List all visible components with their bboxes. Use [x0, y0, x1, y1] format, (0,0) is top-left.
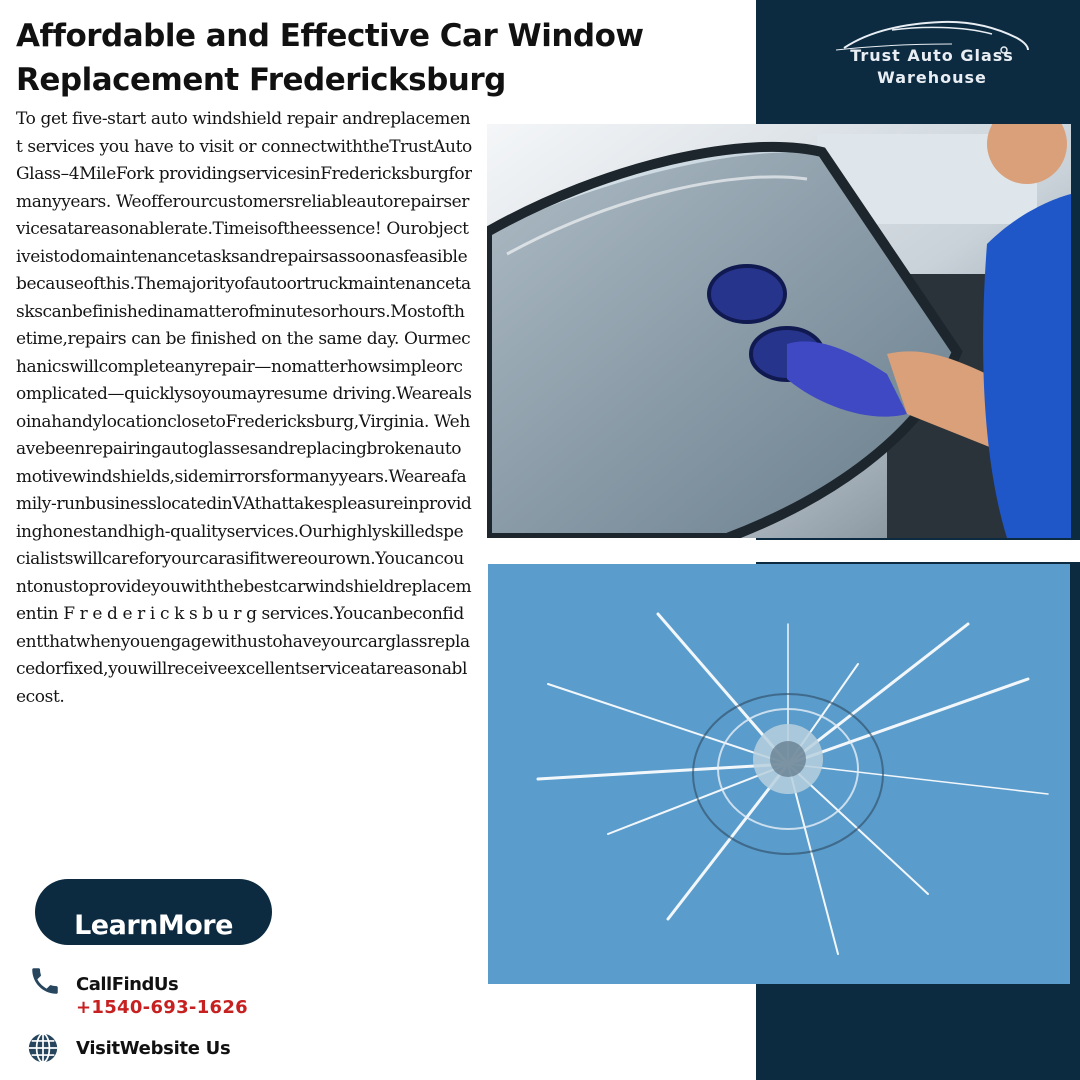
logo-text-line1: Trust Auto Glass: [850, 46, 1014, 65]
page-title: [16, 14, 656, 102]
visit-website-link[interactable]: VisitWebsite Us: [76, 1038, 231, 1059]
learn-more-button[interactable]: LearnMore: [35, 879, 272, 945]
phone-number[interactable]: +1540-693-1626: [76, 997, 248, 1018]
globe-icon: [26, 1031, 60, 1065]
cracked-glass-photo: [488, 564, 1070, 984]
page-title-line1: Affordable and Effective Car Window: [16, 18, 644, 54]
body-paragraph: To get five-start auto windshield repair andreplacement services you have to visit or connectwiththeTrustAutoGlass–4MileFork providingservicesinFredericksburgformanyyears. Weofferourcustomersreliableautorepairservicesatareasonablerate.Timeisoftheessence! Ourobjectiveistodomaintenancetasksandrepairsassoonasfeasiblebecauseofthis.Themajorityofautoortruckmaintenancetaskscanbefinishedinamatterofminutesorhours.Mostofthetime,repairs can be finished on the same day. Ourmechanicswillcompleteanyrepair—nomatterhowsimpleorcomplicated—quicklysoyoumayresume driving.WearealsoinahandylocationclosetoFredericksburg,Virginia. Wehavebeenrepairingautoglassesandreplacingbrokenautomotivewindshields,sidemirrorsformanyyears.Weareafamily-runbusinesslocatedinVAthattakespleasureinprovidinghonestandhigh-qualityservices.Ourhighlyskilledspecialistswillcareforyourcarasifitwereourown.Youcancountonustoprovideyouwiththebestcarwindshieldreplacementin F r e d e r i c k s b u r g services.Youcanbeconfidentthatwhenyouengagewithustohaveyourcarglassreplacedorfixed,youwillreceiveexcellentserviceatareasonablecost.: [16, 109, 472, 707]
phone-icon: [28, 964, 62, 998]
technician-installing-windshield-photo: [487, 124, 1071, 538]
page-title-line2: Replacement Fredericksburg: [16, 62, 506, 98]
brand-logo: [832, 14, 1032, 94]
panel-divider: [756, 540, 1080, 562]
logo-text-line2: Warehouse: [877, 68, 987, 87]
call-label: CallFindUs: [76, 974, 179, 995]
